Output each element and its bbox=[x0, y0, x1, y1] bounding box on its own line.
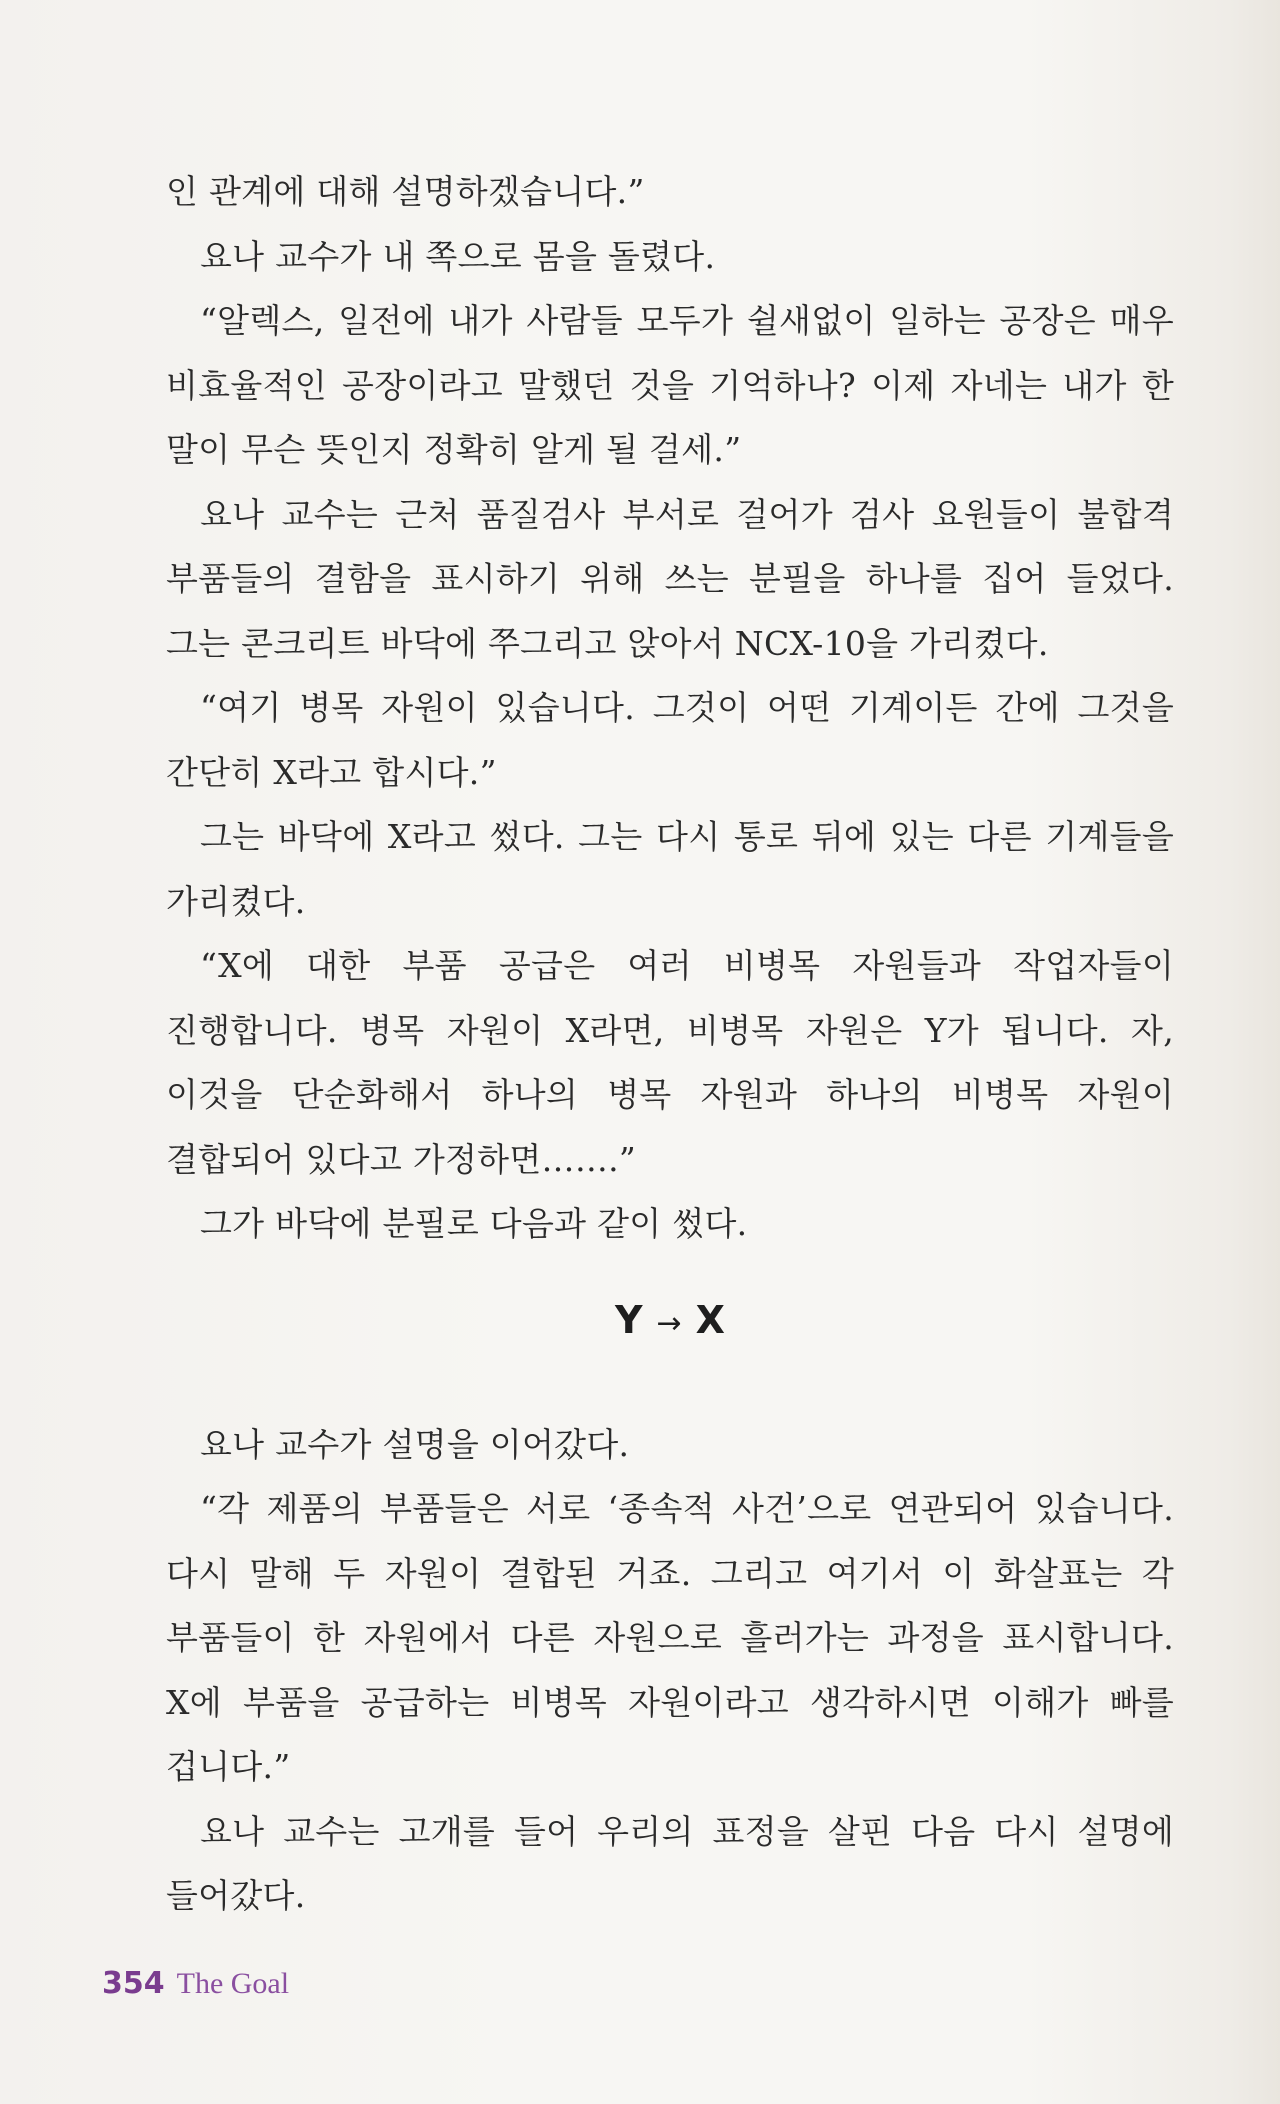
paragraph: “각 제품의 부품들은 서로 ‘종속적 사건’으로 연관되어 있습니다. 다시 말해 두 자원이 결합된 거죠. 그리고 여기서 이 화살표는 각 부품들이 한 자원에서 다른 자원으로 흘러가는 과정을 표시합니다. X에 부품을 공급하는 비병목 자원이라고 생각하시면 이해가 빠를 겁니다.” bbox=[166, 1489, 1174, 1786]
paragraph: 인 관계에 대해 설명하겠습니다.” bbox=[166, 172, 645, 211]
resource-y-label: Y bbox=[615, 1297, 643, 1342]
paragraph: 요나 교수가 설명을 이어갔다. bbox=[200, 1424, 630, 1464]
flow-arrow-icon: → bbox=[656, 1305, 682, 1341]
flow-diagram-figure bbox=[166, 1275, 1174, 1405]
paragraph: 그가 바닥에 분필로 다음과 같이 썼다. bbox=[200, 1204, 748, 1243]
running-title: The Goal bbox=[176, 1967, 290, 2000]
resource-x-label: X bbox=[695, 1297, 725, 1342]
page-footer bbox=[102, 1966, 289, 2001]
paragraph: 요나 교수는 근처 품질검사 부서로 걸어가 검사 요원들이 불합격 부품들의 결함을 표시하기 위해 쓰는 분필을 하나를 집어 들었다. 그는 콘크리트 바닥에 쭈그리고 앉아서 NCX-10을 가리켰다. bbox=[166, 494, 1174, 663]
body-text bbox=[166, 160, 1174, 1929]
paragraph: 요나 교수는 고개를 들어 우리의 표정을 살핀 다음 다시 설명에 들어갔다. bbox=[166, 1811, 1174, 1915]
paragraph: 그는 바닥에 X라고 썼다. 그는 다시 통로 뒤에 있는 다른 기계들을 가리켰다. bbox=[166, 817, 1174, 921]
paragraph: 요나 교수가 내 쪽으로 몸을 돌렸다. bbox=[200, 236, 716, 276]
paragraph: “여기 병목 자원이 있습니다. 그것이 어떤 기계이든 간에 그것을 간단히 X라고 합시다.” bbox=[166, 688, 1174, 792]
paragraph: “X에 대한 부품 공급은 여러 비병목 자원들과 작업자들이 진행합니다. 병목 자원이 X라면, 비병목 자원은 Y가 됩니다. 자, 이것을 단순화해서 하나의 병목 자원과 하나의 비병목 자원이 결합되어 있다고 가정하면…….” bbox=[166, 946, 1174, 1179]
page-number: 354 bbox=[102, 1966, 165, 2001]
paragraph: “알렉스, 일전에 내가 사람들 모두가 쉴새없이 일하는 공장은 매우 비효율적인 공장이라고 말했던 것을 기억하나? 이제 자네는 내가 한 말이 무슨 뜻인지 정확히 알게 될 걸세.” bbox=[166, 301, 1174, 469]
